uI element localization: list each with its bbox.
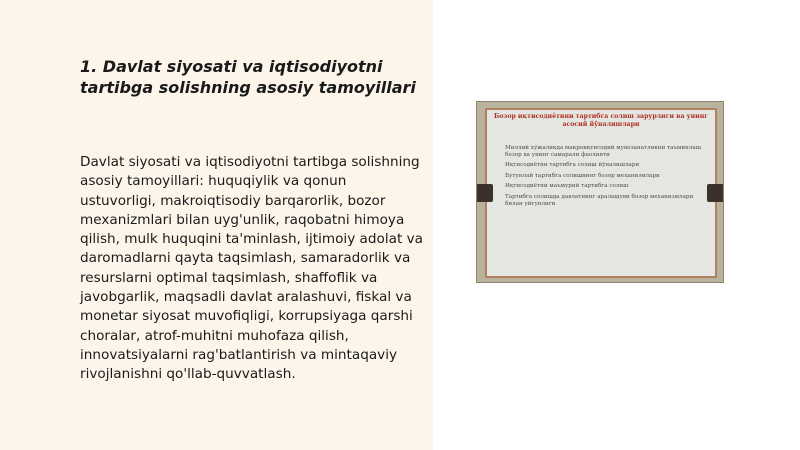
- slide-title: 1. Davlat siyosati va iqtisodiyotni tartibga solishning asosiy tamoyillari: [80, 57, 416, 97]
- board-item: Бутунлай тартибга солишнинг бозор механизмлари: [505, 172, 660, 179]
- slide-photo: [476, 101, 724, 283]
- photo-board: [485, 108, 717, 278]
- board-clip-left: [476, 184, 493, 202]
- board-item: Тартибга солишда давлатнинг аралашуви бозор механизмлари билан уйғунлиги: [505, 193, 694, 207]
- photo-background: [476, 101, 724, 283]
- board-item: Миллий хўжаликда макроиқтисодий мувозанатликни таъминлаш бозор ва унинг самарали фаолияти: [505, 145, 701, 158]
- slide-body-text: Davlat siyosati va iqtisodiyotni tartibga solishning asosiy tamoyillari: huquqiylik va qonun ustuvorligi, makroiqtisodiy barqarorlik, bozor mexanizmlari bilan uyg'unlik, raqobatni himoya qilish, mulk huquqini ta'minlash, ijtimoiy adolat va daromadlarni qayta taqsimlash, samaradorlik va resurslarni optimal taqsimlash, shaffoflik va javobgarlik, maqsadli davlat aralashuvi, fiskal va monetar siyosat muvofiqligi, korrupsiyaga qarshi choralar, atrof-muhitni muhofaza qilish, innovatsiyalarni rag'batlantirish va mintaqaviy rivojlanishni qo'llab-quvvatlash.: [80, 154, 423, 383]
- board-clip-right: [707, 184, 724, 202]
- board-list: [505, 145, 705, 211]
- board-item: Иқтисодиётни маъмурий тартибга солиш: [505, 183, 629, 190]
- board-item: Иқтисодиётни тартибга солиш йўналишлари: [505, 162, 640, 169]
- board-title: Бозор иқтисодиётини тартибга солиш зарурлиги ва унинг асосий йўналишлари: [493, 113, 709, 128]
